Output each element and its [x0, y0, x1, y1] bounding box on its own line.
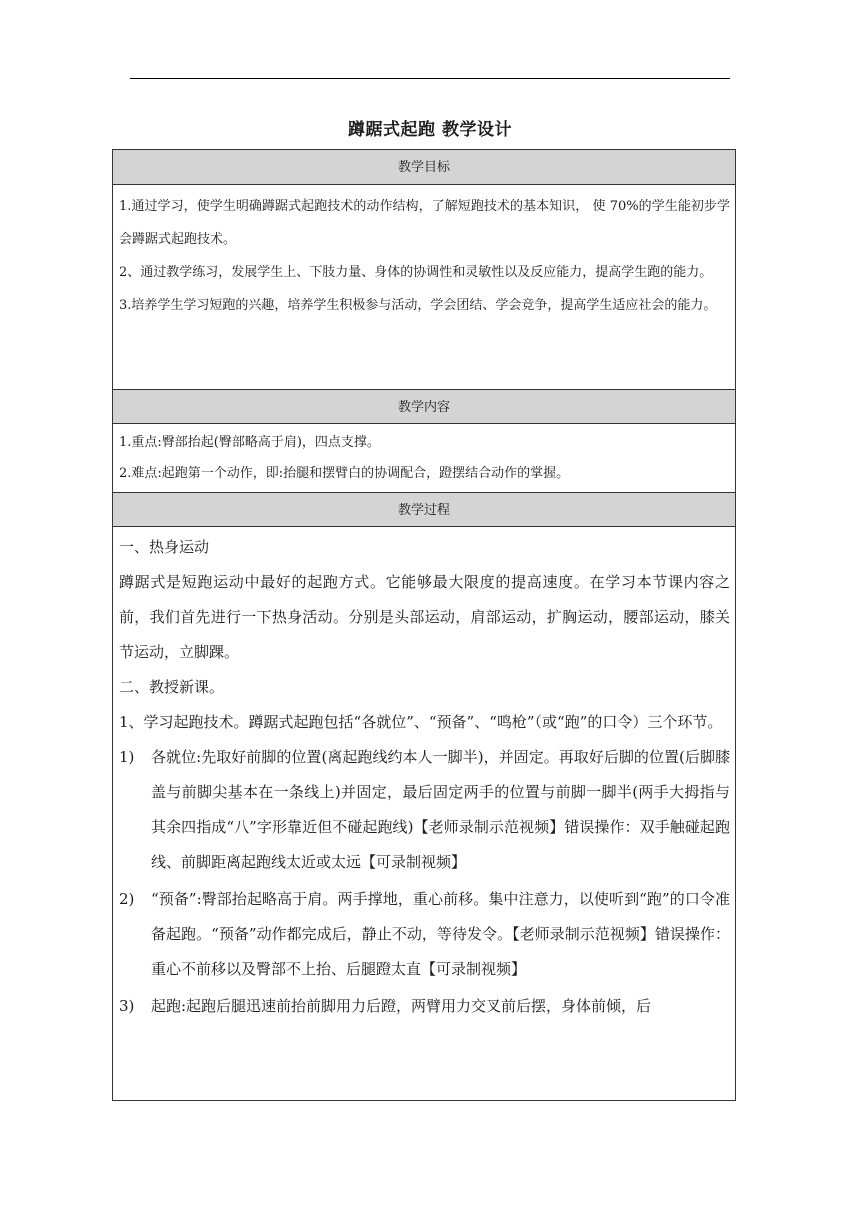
step-item	[119, 740, 730, 880]
step-number: 2)	[119, 890, 135, 908]
step-item	[119, 882, 730, 987]
document-title: 蹲踞式起跑 教学设计	[348, 120, 512, 140]
lesson-plan-table	[112, 149, 736, 1101]
section-heading-goals: 教学目标	[113, 150, 735, 185]
section-content	[113, 389, 735, 492]
content-item: 2.难点:起跑第一个动作，即:抬腿和摆臂白的协调配合，蹬摆结合动作的掌握。	[119, 466, 570, 481]
step-item	[119, 989, 730, 1024]
step-text: “预备”:臀部抬起略高于肩。两手撑地，重心前移。集中注意力，以使听到“跑”的口令准备起跑。“预备”动作都完成后，静止不动，等待发令。【老师录制示范视频】错误操作：重心不前移以及臀部不上抬、后腿蹬太直【可录制视频】	[151, 890, 730, 978]
process-body	[113, 527, 735, 1024]
step-number: 1)	[119, 748, 135, 766]
step-text: 各就位:先取好前脚的位置(离起跑线约本人一脚半)，并固定。再取好后脚的位置(后脚膝盖与前脚尖基本在一条线上)并固定，最后固定两手的位置与前脚一脚半(两手大拇指与其余四指成“八”字形靠近但不碰起跑线)【老师录制示范视频】错误操作：双手触碰起跑线、前脚距离起跑线太近或太远【可录制视频】	[151, 748, 730, 871]
content-item: 1.重点:臀部抬起(臀部略高于肩)，四点支撑。	[119, 435, 380, 450]
goals-body	[113, 185, 735, 389]
goal-item: 3.培养学生学习短跑的兴趣，培养学生积极参与活动，学会团结、学会竞争，提高学生适应社会的能力。	[119, 298, 717, 313]
new-lesson-title: 二、教授新课。	[119, 678, 225, 696]
section-heading-process: 教学过程	[113, 492, 735, 527]
step-number: 3)	[119, 997, 135, 1015]
goal-item: 2、通过教学练习，发展学生上、下肢力量、身体的协调性和灵敏性以及反应能力，提高学生跑的能力。	[119, 265, 713, 280]
section-heading-content: 教学内容	[113, 389, 735, 424]
warmup-text: 蹲踞式是短跑运动中最好的起跑方式。它能够最大限度的提高速度。在学习本节课内容之前，我们首先进行一下热身活动。分别是头部运动，肩部运动，扩胸运动，腰部运动，膝关节运动，立脚踝。	[119, 573, 730, 661]
goal-item: 1.通过学习，使学生明确蹲踞式起跑技术的动作结构，了解短跑技术的基本知识， 使 70%的学生能初步学会蹲踞式起跑技术。	[119, 199, 730, 247]
warmup-title: 一、热身运动	[119, 538, 210, 556]
technique-intro: 1、学习起跑技术。蹲踞式起跑包括“各就位”、“预备”、“鸣枪”（或“跑”的口令）三个环节。	[119, 713, 723, 731]
header-rule	[130, 78, 730, 79]
section-process	[113, 492, 735, 1024]
content-body	[113, 424, 735, 492]
step-text: 起跑:起跑后腿迅速前抬前脚用力后蹬，两臂用力交叉前后摆，身体前倾，后	[151, 997, 652, 1015]
section-goals	[113, 150, 735, 389]
